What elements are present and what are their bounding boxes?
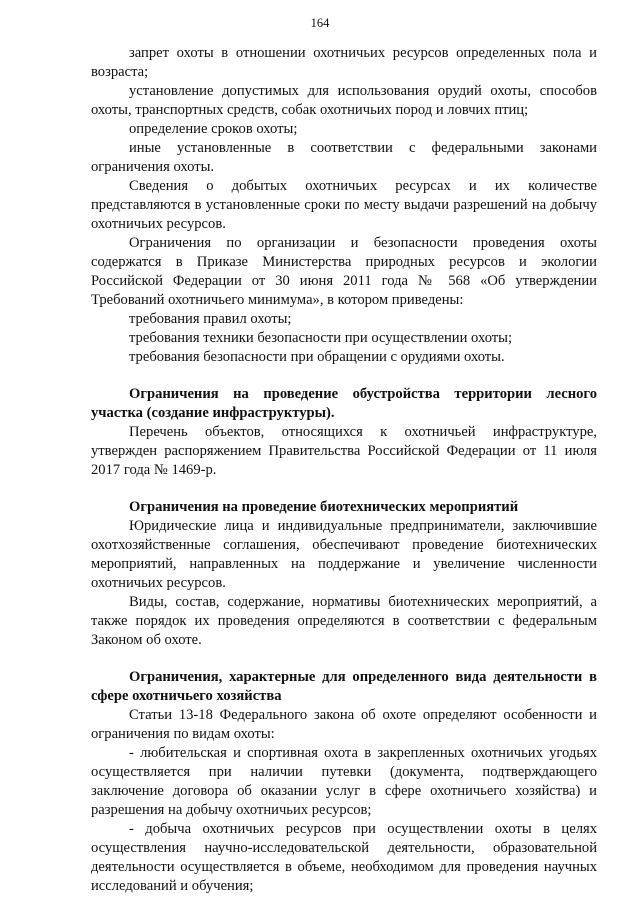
paragraph: - любительская и спортивная охота в закрепленных охотничьих угодьях осуществляется при наличии путевки (документа, подтверждающего заключение договора об оказании услуг в сфере охотничьего хозяйства) и разрешения на добычу охотничьих ресурсов; xyxy=(91,745,597,818)
paragraph: требования безопасности при обращении с орудиями охоты. xyxy=(129,349,505,365)
paragraph: Статьи 13-18 Федерального закона об охоте определяют особенности и ограничения по видам охоты: xyxy=(91,707,597,742)
paragraph: определение сроков охоты; xyxy=(129,121,298,137)
paragraph: Сведения о добытых охотничьих ресурсах и их количестве представляются в установленные сроки по месту выдачи разрешений на добычу охотничьих ресурсов. xyxy=(91,178,597,232)
document-body xyxy=(91,44,597,896)
section-heading-infrastructure: Ограничения на проведение обустройства территории лесного участка (создание инфраструктуры). xyxy=(91,386,597,421)
paragraph: Перечень объектов, относящихся к охотничьей инфраструктуре, утвержден распоряжением Правительства Российской Федерации от 11 июля 2017 года № 1469-р. xyxy=(91,424,597,478)
paragraph: Ограничения по организации и безопасности проведения охоты содержатся в Приказе Министерства природных ресурсов и экологии Российской Федерации от 30 июня 2011 года № 568 «Об утверждении Требований охотничьего минимума», в котором приведены: xyxy=(91,235,597,308)
paragraph: запрет охоты в отношении охотничьих ресурсов определенных пола и возраста; xyxy=(91,45,597,80)
paragraph: требования техники безопасности при осуществлении охоты; xyxy=(129,330,513,346)
paragraph: Виды, состав, содержание, нормативы биотехнических мероприятий, а также порядок их проведения определяются в соответствии с федеральным Законом об охоте. xyxy=(91,594,597,648)
page-number: 164 xyxy=(310,16,330,30)
section-heading-activity-types: Ограничения, характерные для определенного вида деятельности в сфере охотничьего хозяйства xyxy=(91,669,597,704)
section-heading-biotechnical: Ограничения на проведение биотехнических мероприятий xyxy=(129,499,519,515)
paragraph: установление допустимых для использования орудий охоты, способов охоты, транспортных средств, собак охотничьих пород и ловчих птиц; xyxy=(91,83,597,118)
paragraph: иные установленные в соответствии с федеральными законами ограничения охоты. xyxy=(91,140,597,175)
paragraph: требования правил охоты; xyxy=(129,311,292,327)
paragraph: Юридические лица и индивидуальные предприниматели, заключившие охотхозяйственные соглашения, обеспечивают проведение биотехнических мероприятий, направленных на поддержание и увеличение численности охотничьих ресурсов. xyxy=(91,518,597,591)
paragraph: - добыча охотничьих ресурсов при осуществлении охоты в целях осуществления научно-исследовательской деятельности, образовательной деятельности осуществляется в объеме, необходимом для проведения научных исследований и обучения; xyxy=(91,821,597,894)
